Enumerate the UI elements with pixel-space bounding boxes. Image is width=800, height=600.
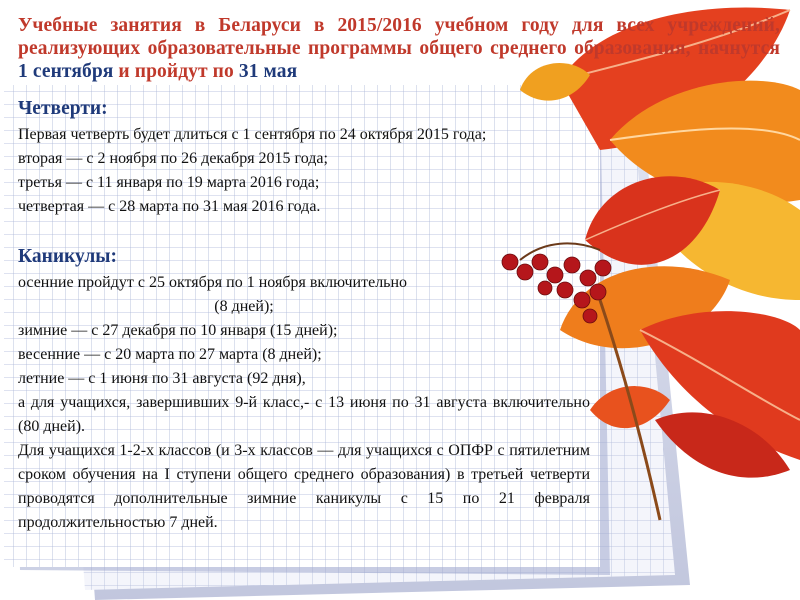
heading-end-date: 31 мая [238, 61, 298, 82]
quarters-list [18, 123, 590, 219]
holiday-extra-winter: Для учащихся 1-2-х классов (и 3-х классов — для учащихся с ОПФР с пятилетним сроком обучения на I ступени общего среднего образования) в третьей четверти проводятся дополнительные зимние каникулы с 15 по 21 февраля продолжительностью 7 дней. [18, 442, 590, 531]
page-heading [18, 14, 780, 83]
holiday-winter: зимние — с 27 декабря по 10 января (15 дней); [18, 322, 338, 339]
holidays-list [18, 271, 590, 535]
holiday-autumn-days: (8 дней); [214, 298, 274, 315]
holiday-autumn: осенние пройдут с 25 октября по 1 ноября включительно [18, 274, 408, 291]
quarter-line-4: четвертая — с 28 марта по 31 мая 2016 года. [18, 198, 321, 215]
quarter-line-3: третья — с 11 января по 19 марта 2016 года; [18, 174, 320, 191]
quarter-line-1: Первая четверть будет длиться с 1 сентября по 24 октября 2015 года; [18, 126, 487, 143]
holiday-summer: летние — с 1 июня по 31 августа (92 дня), [18, 370, 306, 387]
holiday-spring: весенние — с 20 марта по 27 марта (8 дней); [18, 346, 322, 363]
holidays-title: Каникулы: [18, 246, 117, 267]
heading-text: Учебные занятия в Беларуси в 2015/2016 учебном году для всех учреждений, реализующих образовательные программы общего среднего образования, начнутся [18, 15, 780, 59]
quarter-line-2: вторая — с 2 ноября по 26 декабря 2015 года; [18, 150, 328, 167]
heading-middle-text: и пройдут по [118, 61, 234, 82]
holiday-summer-9th-grade: а для учащихся, завершивших 9-й класс,- с 13 июня по 31 августа включительно (80 дней). [18, 394, 590, 435]
quarters-title: Четверти: [18, 98, 108, 119]
heading-start-date: 1 сентября [18, 61, 114, 82]
